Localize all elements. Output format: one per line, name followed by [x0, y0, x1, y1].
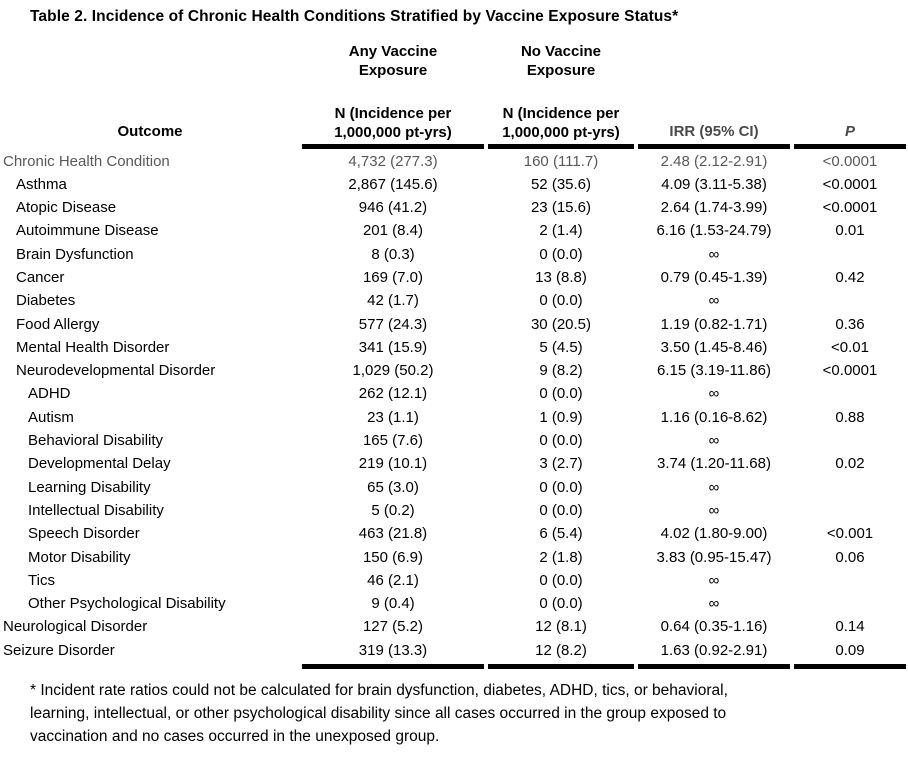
table-row — [0, 476, 908, 499]
cell-no-vaccine: 0 (0.0) — [539, 571, 583, 589]
cell-no-vaccine: 0 (0.0) — [539, 432, 583, 450]
cell-outcome: Intellectual Disability — [28, 501, 164, 519]
cell-any-vaccine: 262 (12.1) — [358, 385, 428, 403]
cell-no-vaccine: 52 (35.6) — [530, 175, 592, 193]
cell-p — [792, 429, 908, 452]
cell-outcome: Neurological Disorder — [3, 618, 148, 636]
cell-p — [792, 243, 908, 266]
bottom-rule — [0, 664, 908, 669]
column-header-no-n: N (Incidence per 1,000,000 pt-yrs) — [502, 105, 620, 141]
cell-any-vaccine: 2,867 (145.6) — [348, 175, 438, 193]
cell-outcome: ADHD — [28, 385, 71, 403]
cell-outcome: Neurodevelopmental Disorder — [16, 362, 216, 380]
cell-outcome: Seizure Disorder — [3, 641, 115, 659]
cell-p: 0.42 — [835, 268, 865, 286]
cell-irr: ∞ — [708, 571, 720, 589]
cell-outcome: Learning Disability — [28, 478, 151, 496]
table-row — [0, 289, 908, 312]
cell-any-vaccine: 1,029 (50.2) — [352, 362, 434, 380]
cell-irr: 1.16 (0.16-8.62) — [660, 408, 768, 426]
cell-any-vaccine: 219 (10.1) — [358, 455, 428, 473]
cell-irr: ∞ — [708, 595, 720, 613]
cell-any-vaccine: 9 (0.4) — [371, 595, 415, 613]
table-row — [0, 150, 908, 173]
cell-p — [792, 476, 908, 499]
cell-irr: 4.09 (3.11-5.38) — [661, 175, 767, 193]
table-row — [0, 546, 908, 569]
cell-no-vaccine: 0 (0.0) — [539, 385, 583, 403]
table-row — [0, 313, 908, 336]
table-row — [0, 266, 908, 289]
table-row — [0, 522, 908, 545]
cell-no-vaccine: 12 (8.1) — [535, 618, 587, 636]
cell-no-vaccine: 0 (0.0) — [539, 595, 583, 613]
cell-p: 0.09 — [835, 641, 865, 659]
cell-irr: 2.64 (1.74-3.99) — [660, 199, 768, 217]
cell-no-vaccine: 1 (0.9) — [539, 408, 583, 426]
footnote-line: vaccination and no cases occurred in the unexposed group. — [30, 727, 440, 745]
cell-p: <0.01 — [831, 338, 869, 356]
cell-irr: 2.48 (2.12-2.91) — [660, 152, 768, 170]
cell-no-vaccine: 9 (8.2) — [539, 362, 583, 380]
cell-irr: 1.19 (0.82-1.71) — [660, 315, 768, 333]
cell-p: 0.02 — [835, 455, 865, 473]
cell-p: 0.14 — [835, 618, 865, 636]
cell-any-vaccine: 946 (41.2) — [358, 199, 428, 217]
cell-irr: ∞ — [708, 478, 720, 496]
table-row — [0, 452, 908, 475]
table-row — [0, 406, 908, 429]
cell-no-vaccine: 2 (1.8) — [539, 548, 583, 566]
cell-no-vaccine: 13 (8.8) — [535, 268, 587, 286]
cell-any-vaccine: 319 (13.3) — [358, 641, 428, 659]
column-header-any-n: N (Incidence per 1,000,000 pt-yrs) — [334, 105, 452, 141]
cell-no-vaccine: 6 (5.4) — [539, 525, 583, 543]
cell-irr: ∞ — [708, 501, 720, 519]
table-row — [0, 336, 908, 359]
table-row — [0, 569, 908, 592]
cell-irr: 0.64 (0.35-1.16) — [660, 618, 768, 636]
cell-outcome: Developmental Delay — [28, 455, 171, 473]
cell-p — [792, 592, 908, 615]
cell-irr: 3.50 (1.45-8.46) — [660, 338, 768, 356]
table-row — [0, 173, 908, 196]
cell-outcome: Mental Health Disorder — [16, 338, 170, 356]
table-row — [0, 429, 908, 452]
cell-outcome: Behavioral Disability — [28, 432, 164, 450]
cell-outcome: Food Allergy — [16, 315, 100, 333]
cell-no-vaccine: 0 (0.0) — [539, 478, 583, 496]
cell-any-vaccine: 4,732 (277.3) — [348, 152, 438, 170]
cell-any-vaccine: 127 (5.2) — [362, 618, 424, 636]
footnote-line: learning, intellectual, or other psychological disability since all cases occurred in the group exposed to — [30, 704, 727, 722]
cell-any-vaccine: 169 (7.0) — [362, 268, 424, 286]
group-header-any-vaccine: Any Vaccine Exposure — [348, 43, 438, 79]
cell-no-vaccine: 30 (20.5) — [530, 315, 592, 333]
cell-outcome: Atopic Disease — [16, 199, 117, 217]
table-row — [0, 615, 908, 638]
cell-any-vaccine: 150 (6.9) — [362, 548, 424, 566]
cell-no-vaccine: 0 (0.0) — [539, 245, 583, 263]
cell-outcome: Chronic Health Condition — [3, 152, 170, 170]
cell-p: <0.001 — [826, 525, 874, 543]
cell-outcome: Asthma — [16, 175, 67, 193]
table-row — [0, 243, 908, 266]
cell-outcome: Speech Disorder — [28, 525, 140, 543]
cell-any-vaccine: 463 (21.8) — [358, 525, 428, 543]
cell-p: 0.06 — [835, 548, 865, 566]
group-header-no-vaccine: No Vaccine Exposure — [520, 43, 602, 79]
cell-p: <0.0001 — [822, 362, 878, 380]
footnote — [30, 679, 878, 748]
footnote-line: * Incident rate ratios could not be calculated for brain dysfunction, diabetes, ADHD, tics, or behavioral, — [30, 681, 728, 699]
cell-any-vaccine: 42 (1.7) — [367, 292, 419, 310]
cell-outcome: Tics — [28, 571, 55, 589]
table-row — [0, 499, 908, 522]
table-row — [0, 639, 908, 662]
cell-any-vaccine: 5 (0.2) — [371, 501, 415, 519]
table-body — [0, 150, 908, 663]
cell-no-vaccine: 12 (8.2) — [535, 641, 587, 659]
cell-any-vaccine: 65 (3.0) — [367, 478, 419, 496]
cell-outcome: Autism — [28, 408, 74, 426]
cell-irr: 3.74 (1.20-11.68) — [657, 455, 771, 473]
cell-p: 0.88 — [835, 408, 865, 426]
table-row — [0, 196, 908, 219]
cell-outcome: Cancer — [16, 268, 65, 286]
cell-p — [792, 289, 908, 312]
cell-any-vaccine: 165 (7.6) — [362, 432, 424, 450]
cell-any-vaccine: 46 (2.1) — [367, 571, 419, 589]
column-header-irr: IRR (95% CI) — [669, 122, 759, 140]
table-row — [0, 219, 908, 242]
column-header-p: P — [844, 122, 855, 140]
column-header-row — [0, 105, 908, 142]
cell-irr: 3.83 (0.95-15.47) — [656, 548, 772, 566]
cell-p: 0.36 — [835, 315, 865, 333]
table-row — [0, 382, 908, 405]
cell-outcome: Other Psychological Disability — [28, 595, 226, 613]
group-header-row — [0, 42, 908, 80]
cell-any-vaccine: 23 (1.1) — [367, 408, 419, 426]
cell-no-vaccine: 0 (0.0) — [539, 501, 583, 519]
page-title: Table 2. Incidence of Chronic Health Conditions Stratified by Vaccine Exposure Status* — [30, 8, 679, 25]
table — [0, 42, 908, 669]
cell-p — [792, 569, 908, 592]
table-row — [0, 359, 908, 382]
cell-p: <0.0001 — [822, 175, 878, 193]
cell-irr: 4.02 (1.80-9.00) — [660, 525, 768, 543]
cell-any-vaccine: 201 (8.4) — [362, 222, 424, 240]
cell-p — [792, 382, 908, 405]
cell-irr: 1.63 (0.92-2.91) — [660, 641, 768, 659]
cell-irr: 6.16 (1.53-24.79) — [656, 222, 772, 240]
cell-any-vaccine: 577 (24.3) — [358, 315, 428, 333]
cell-no-vaccine: 2 (1.4) — [539, 222, 583, 240]
cell-irr: ∞ — [708, 245, 720, 263]
cell-outcome: Brain Dysfunction — [16, 245, 134, 263]
cell-irr: ∞ — [708, 385, 720, 403]
cell-outcome: Autoimmune Disease — [16, 222, 159, 240]
cell-no-vaccine: 160 (111.7) — [523, 152, 599, 170]
cell-irr: ∞ — [708, 292, 720, 310]
cell-irr: 0.79 (0.45-1.39) — [660, 268, 768, 286]
cell-outcome: Motor Disability — [28, 548, 131, 566]
cell-outcome: Diabetes — [16, 292, 76, 310]
cell-irr: ∞ — [708, 432, 720, 450]
cell-any-vaccine: 341 (15.9) — [358, 338, 428, 356]
cell-p — [792, 499, 908, 522]
table-row — [0, 592, 908, 615]
cell-no-vaccine: 5 (4.5) — [539, 338, 583, 356]
cell-no-vaccine: 3 (2.7) — [539, 455, 583, 473]
header-rule — [0, 144, 908, 149]
cell-p: <0.0001 — [822, 199, 878, 217]
cell-irr: 6.15 (3.19-11.86) — [657, 362, 771, 380]
cell-no-vaccine: 0 (0.0) — [539, 292, 583, 310]
column-header-outcome: Outcome — [117, 122, 183, 140]
cell-no-vaccine: 23 (15.6) — [530, 199, 592, 217]
cell-p: <0.0001 — [822, 152, 878, 170]
cell-any-vaccine: 8 (0.3) — [371, 245, 415, 263]
cell-p: 0.01 — [835, 222, 865, 240]
